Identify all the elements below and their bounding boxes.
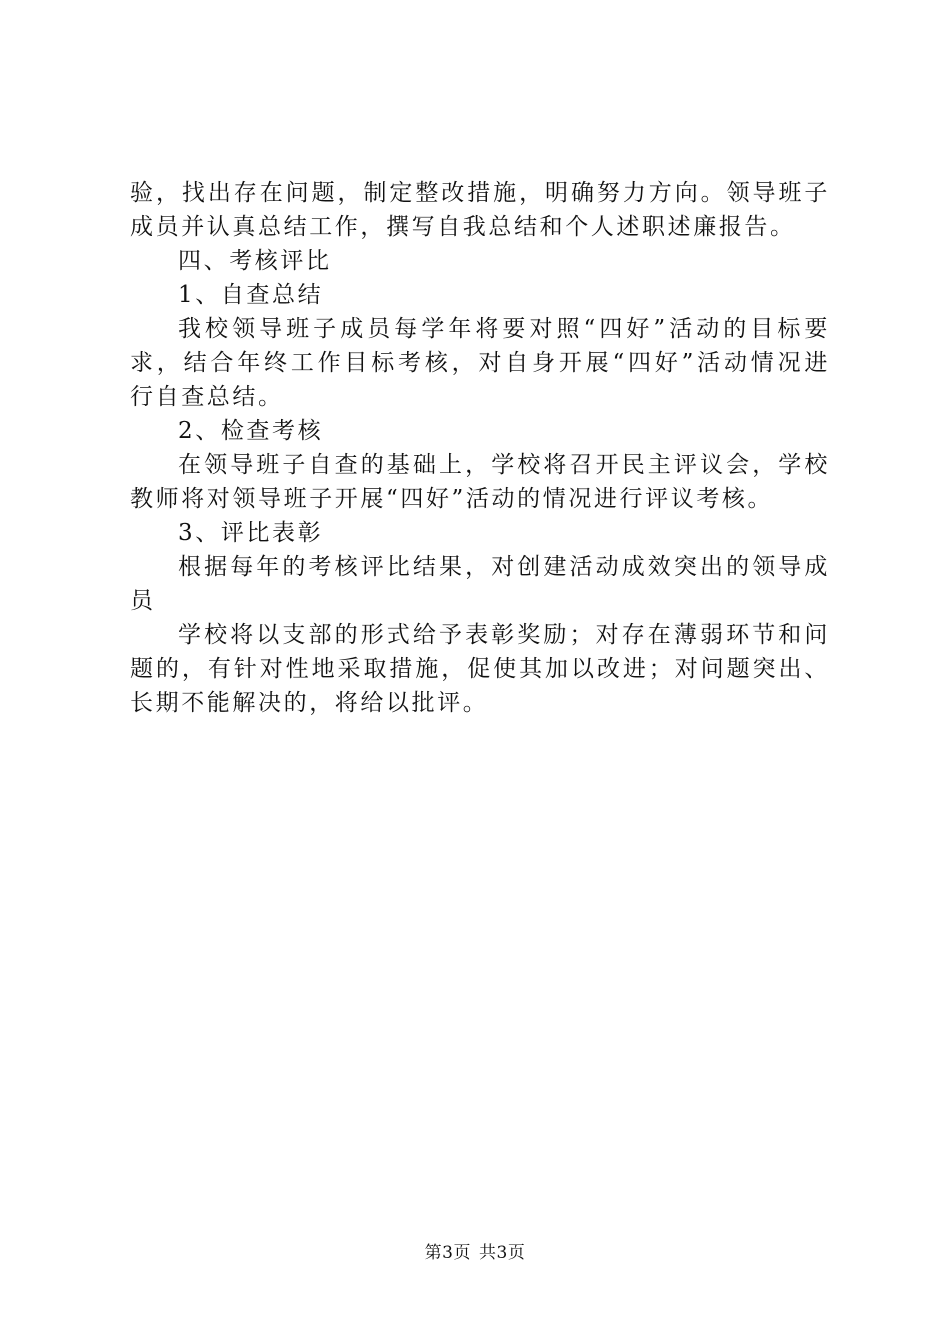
section-heading: 四、考核评比: [178, 248, 332, 274]
subsection-heading: 3、评比表彰: [178, 520, 324, 546]
body-line: 在领导班子自查的基础上，学校将召开民主评议会，学校: [178, 452, 830, 478]
subsection-heading: 2、检查考核: [178, 418, 324, 444]
body-line: 行自查总结。: [130, 384, 284, 410]
document-body: [130, 176, 830, 720]
body-line: 成员并认真总结工作，撰写自我总结和个人述职述廉报告。: [130, 214, 796, 240]
body-line: 员: [130, 588, 156, 614]
body-line: 题的，有针对性地采取措施，促使其加以改进；对问题突出、: [130, 656, 830, 682]
body-line: 学校将以支部的形式给予表彰奖励；对存在薄弱环节和问: [178, 622, 830, 648]
body-line: 我校领导班子成员每学年将要对照“四好”活动的目标要: [178, 316, 830, 342]
subsection-heading: 1、自查总结: [178, 282, 324, 308]
body-line: 长期不能解决的，将给以批评。: [130, 690, 489, 716]
body-line: 教师将对领导班子开展“四好”活动的情况进行评议考核。: [130, 486, 774, 512]
page-number: 第3页: [424, 1243, 471, 1263]
page-total: 共3页: [479, 1243, 526, 1263]
body-line: 求，结合年终工作目标考核，对自身开展“四好”活动情况进: [130, 350, 830, 376]
body-line: 根据每年的考核评比结果，对创建活动成效突出的领导成: [178, 554, 830, 580]
page-footer: [0, 1241, 950, 1265]
body-line: 验，找出存在问题，制定整改措施，明确努力方向。领导班子: [130, 180, 830, 206]
